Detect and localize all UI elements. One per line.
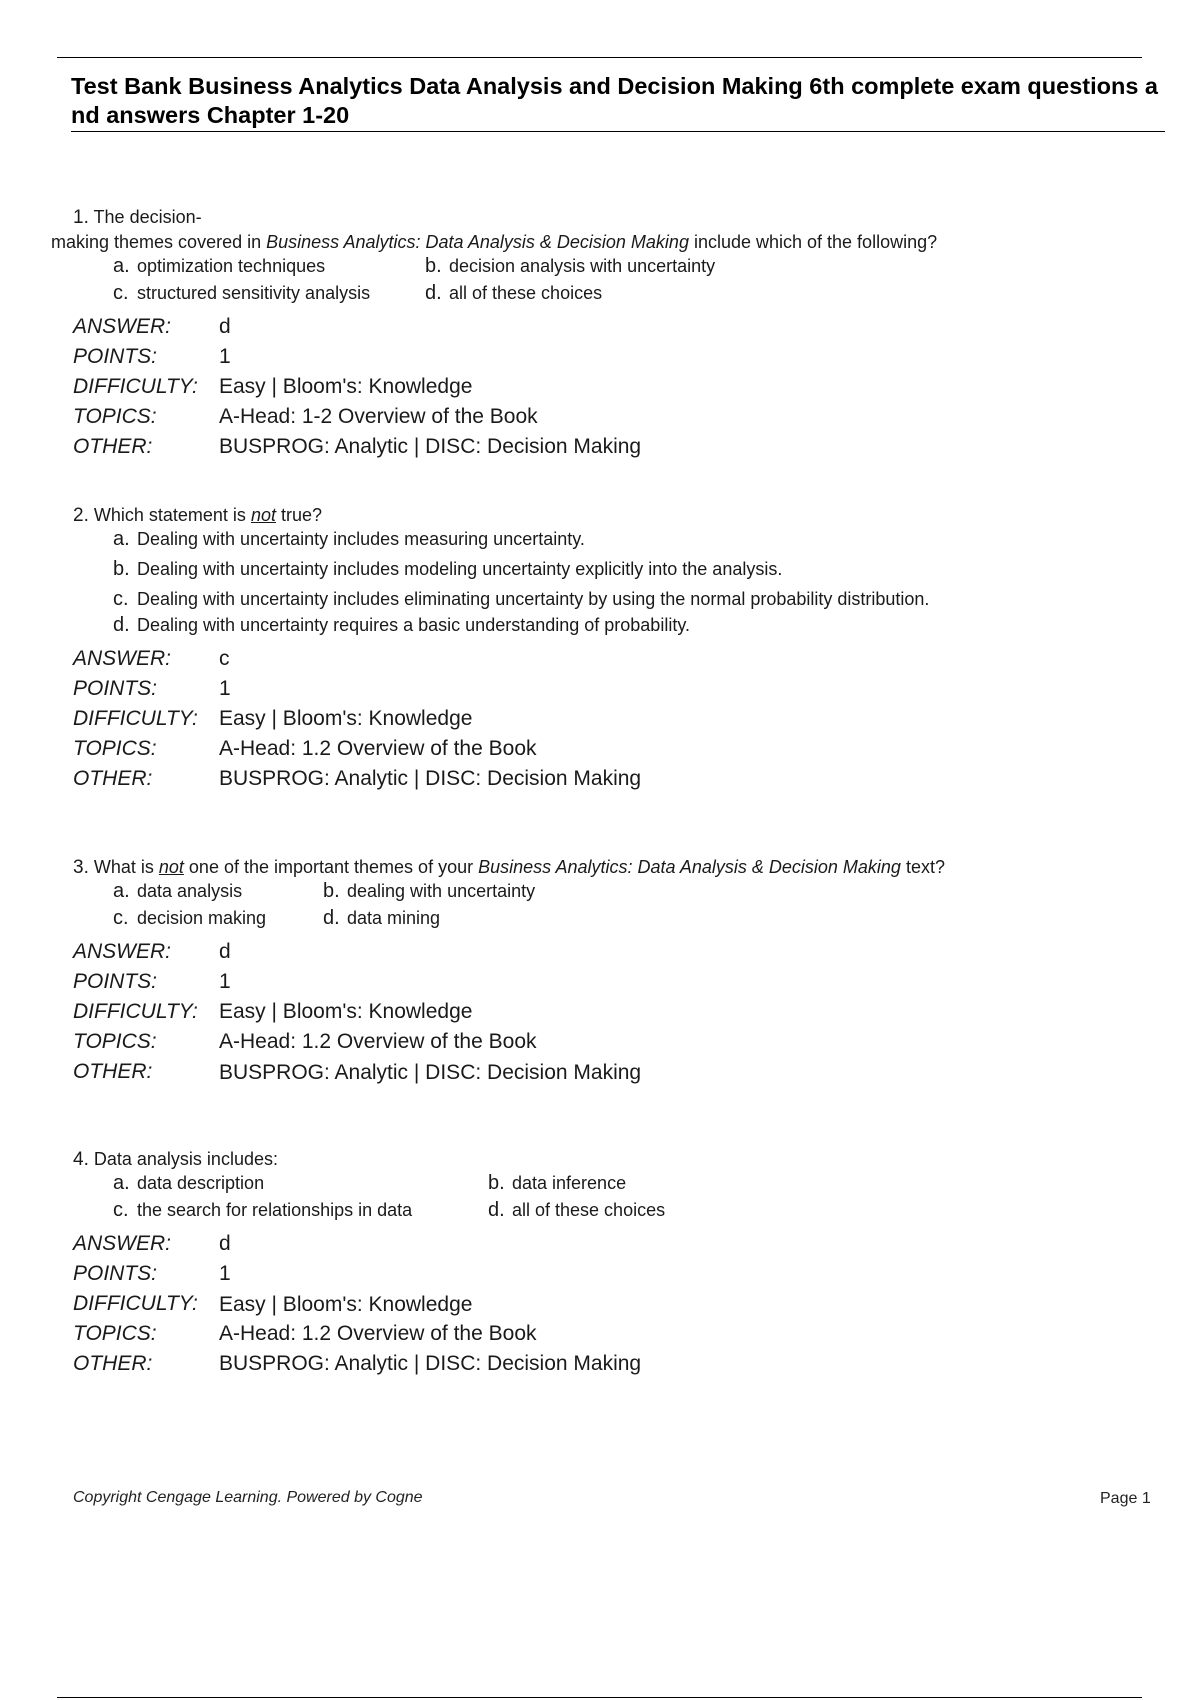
option-c: c. Dealing with uncertainty includes eliminating uncertainty by using the normal probability distribution. [113,588,930,610]
book-title: Business Analytics: Data Analysis & Decision Making [266,232,689,252]
option-a: a. optimization techniques [113,255,326,277]
title-underline [71,131,1165,132]
options [113,255,1163,304]
topics-label: TOPICS: [73,737,157,760]
points-value: 1 [219,677,231,700]
question-text-line1: The decision- [93,207,202,227]
answer-value: d [219,315,231,338]
option-d: d. data mining [323,907,441,929]
other-value: BUSPROG: Analytic | DISC: Decision Making [219,1352,642,1375]
question-text-end: include which of the following? [688,232,938,252]
options [113,880,1163,929]
points-label: POINTS: [73,345,158,368]
question-number: 1. [73,207,89,228]
other-label: OTHER: [73,1352,153,1375]
topics-value: A-Head: 1.2 Overview of the Book [219,1322,537,1345]
option-b: b. data inference [488,1172,627,1194]
answer-label: ANSWER: [73,647,172,670]
difficulty-label: DIFFICULTY: [73,1000,198,1023]
answer-value: d [219,1232,231,1255]
book-title: Business Analytics: Data Analysis & Decision Making [478,857,901,877]
question-meta [73,312,1163,462]
points-label: POINTS: [73,970,158,993]
question-1 [51,205,1163,462]
option-b: b. dealing with uncertainty [323,880,536,902]
answer-label: ANSWER: [73,315,172,338]
topics-label: TOPICS: [73,1030,157,1053]
question-number: 3. [73,857,89,878]
difficulty-value: Easy | Bloom's: Knowledge [219,1000,473,1023]
topics-value: A-Head: 1.2 Overview of the Book [219,1030,537,1053]
other-value: BUSPROG: Analytic | DISC: Decision Making [219,767,642,790]
other-label: OTHER: [73,435,153,458]
emphasis-not: not [250,505,276,525]
question-2 [73,503,1163,794]
page-number: Page 1 [1100,1490,1151,1507]
question-text-end: text? [900,857,945,877]
option-a: a. data description [113,1172,265,1194]
question-number: 2. [73,505,89,526]
points-label: POINTS: [73,1262,158,1285]
difficulty-label: DIFFICULTY: [73,1292,198,1315]
question-text: Which statement is [93,505,251,525]
options [113,1172,1163,1221]
option-b: b. decision analysis with uncertainty [425,255,716,277]
difficulty-value: Easy | Bloom's: Knowledge [219,707,473,730]
question-text: What is [93,857,159,877]
question-3-text [73,855,1163,880]
option-d: d. all of these choices [488,1199,666,1221]
question-number: 4. [73,1149,89,1170]
question-meta [73,937,1163,1087]
difficulty-label: DIFFICULTY: [73,707,198,730]
top-rule [57,57,1142,58]
answer-label: ANSWER: [73,940,172,963]
topics-value: A-Head: 1.2 Overview of the Book [219,737,537,760]
question-2-text [73,503,1163,528]
points-value: 1 [219,345,231,368]
question-1-text [51,205,1163,255]
other-label: OTHER: [73,767,153,790]
question-meta [73,644,1163,794]
bottom-rule [57,1697,1142,1698]
option-b: b. Dealing with uncertainty includes modeling uncertainty explicitly into the analysis. [113,558,783,580]
answer-value: c [219,647,230,670]
topics-label: TOPICS: [73,1322,157,1345]
question-meta [73,1229,1163,1379]
option-c: c. the search for relationships in data [113,1199,413,1221]
option-a: a. data analysis [113,880,243,902]
question-text-line2: making themes covered in [51,232,267,252]
other-value: BUSPROG: Analytic | DISC: Decision Making [219,1061,642,1084]
answer-label: ANSWER: [73,1232,172,1255]
option-c: c. structured sensitivity analysis [113,282,371,304]
topics-label: TOPICS: [73,405,157,428]
difficulty-value: Easy | Bloom's: Knowledge [219,375,473,398]
difficulty-value: Easy | Bloom's: Knowledge [219,1293,473,1316]
question-text-mid: one of the important themes of your [183,857,479,877]
option-c: c. decision making [113,907,267,929]
page-title: Test Bank Business Analytics Data Analysis and Decision Making 6th complete exam questions and answers Chapter 1-20 [71,73,1159,128]
topics-value: A-Head: 1-2 Overview of the Book [219,405,538,428]
footer-copyright: Copyright Cengage Learning. Powered by Cogne [73,1489,423,1506]
question-text-end: true? [275,505,322,525]
question-4 [73,1147,1163,1379]
option-a: a. Dealing with uncertainty includes measuring uncertainty. [113,528,585,550]
difficulty-label: DIFFICULTY: [73,375,198,398]
answer-value: d [219,940,231,963]
question-4-text [73,1147,1163,1172]
options [113,528,1013,636]
question-3 [73,855,1163,1087]
emphasis-not: not [158,857,184,877]
question-text: Data analysis includes: [93,1149,278,1169]
other-value: BUSPROG: Analytic | DISC: Decision Making [219,435,642,458]
points-label: POINTS: [73,677,158,700]
other-label: OTHER: [73,1060,153,1083]
option-d: d. all of these choices [425,282,603,304]
option-d: d. Dealing with uncertainty requires a basic understanding of probability. [113,614,690,636]
points-value: 1 [219,970,231,993]
points-value: 1 [219,1262,231,1285]
